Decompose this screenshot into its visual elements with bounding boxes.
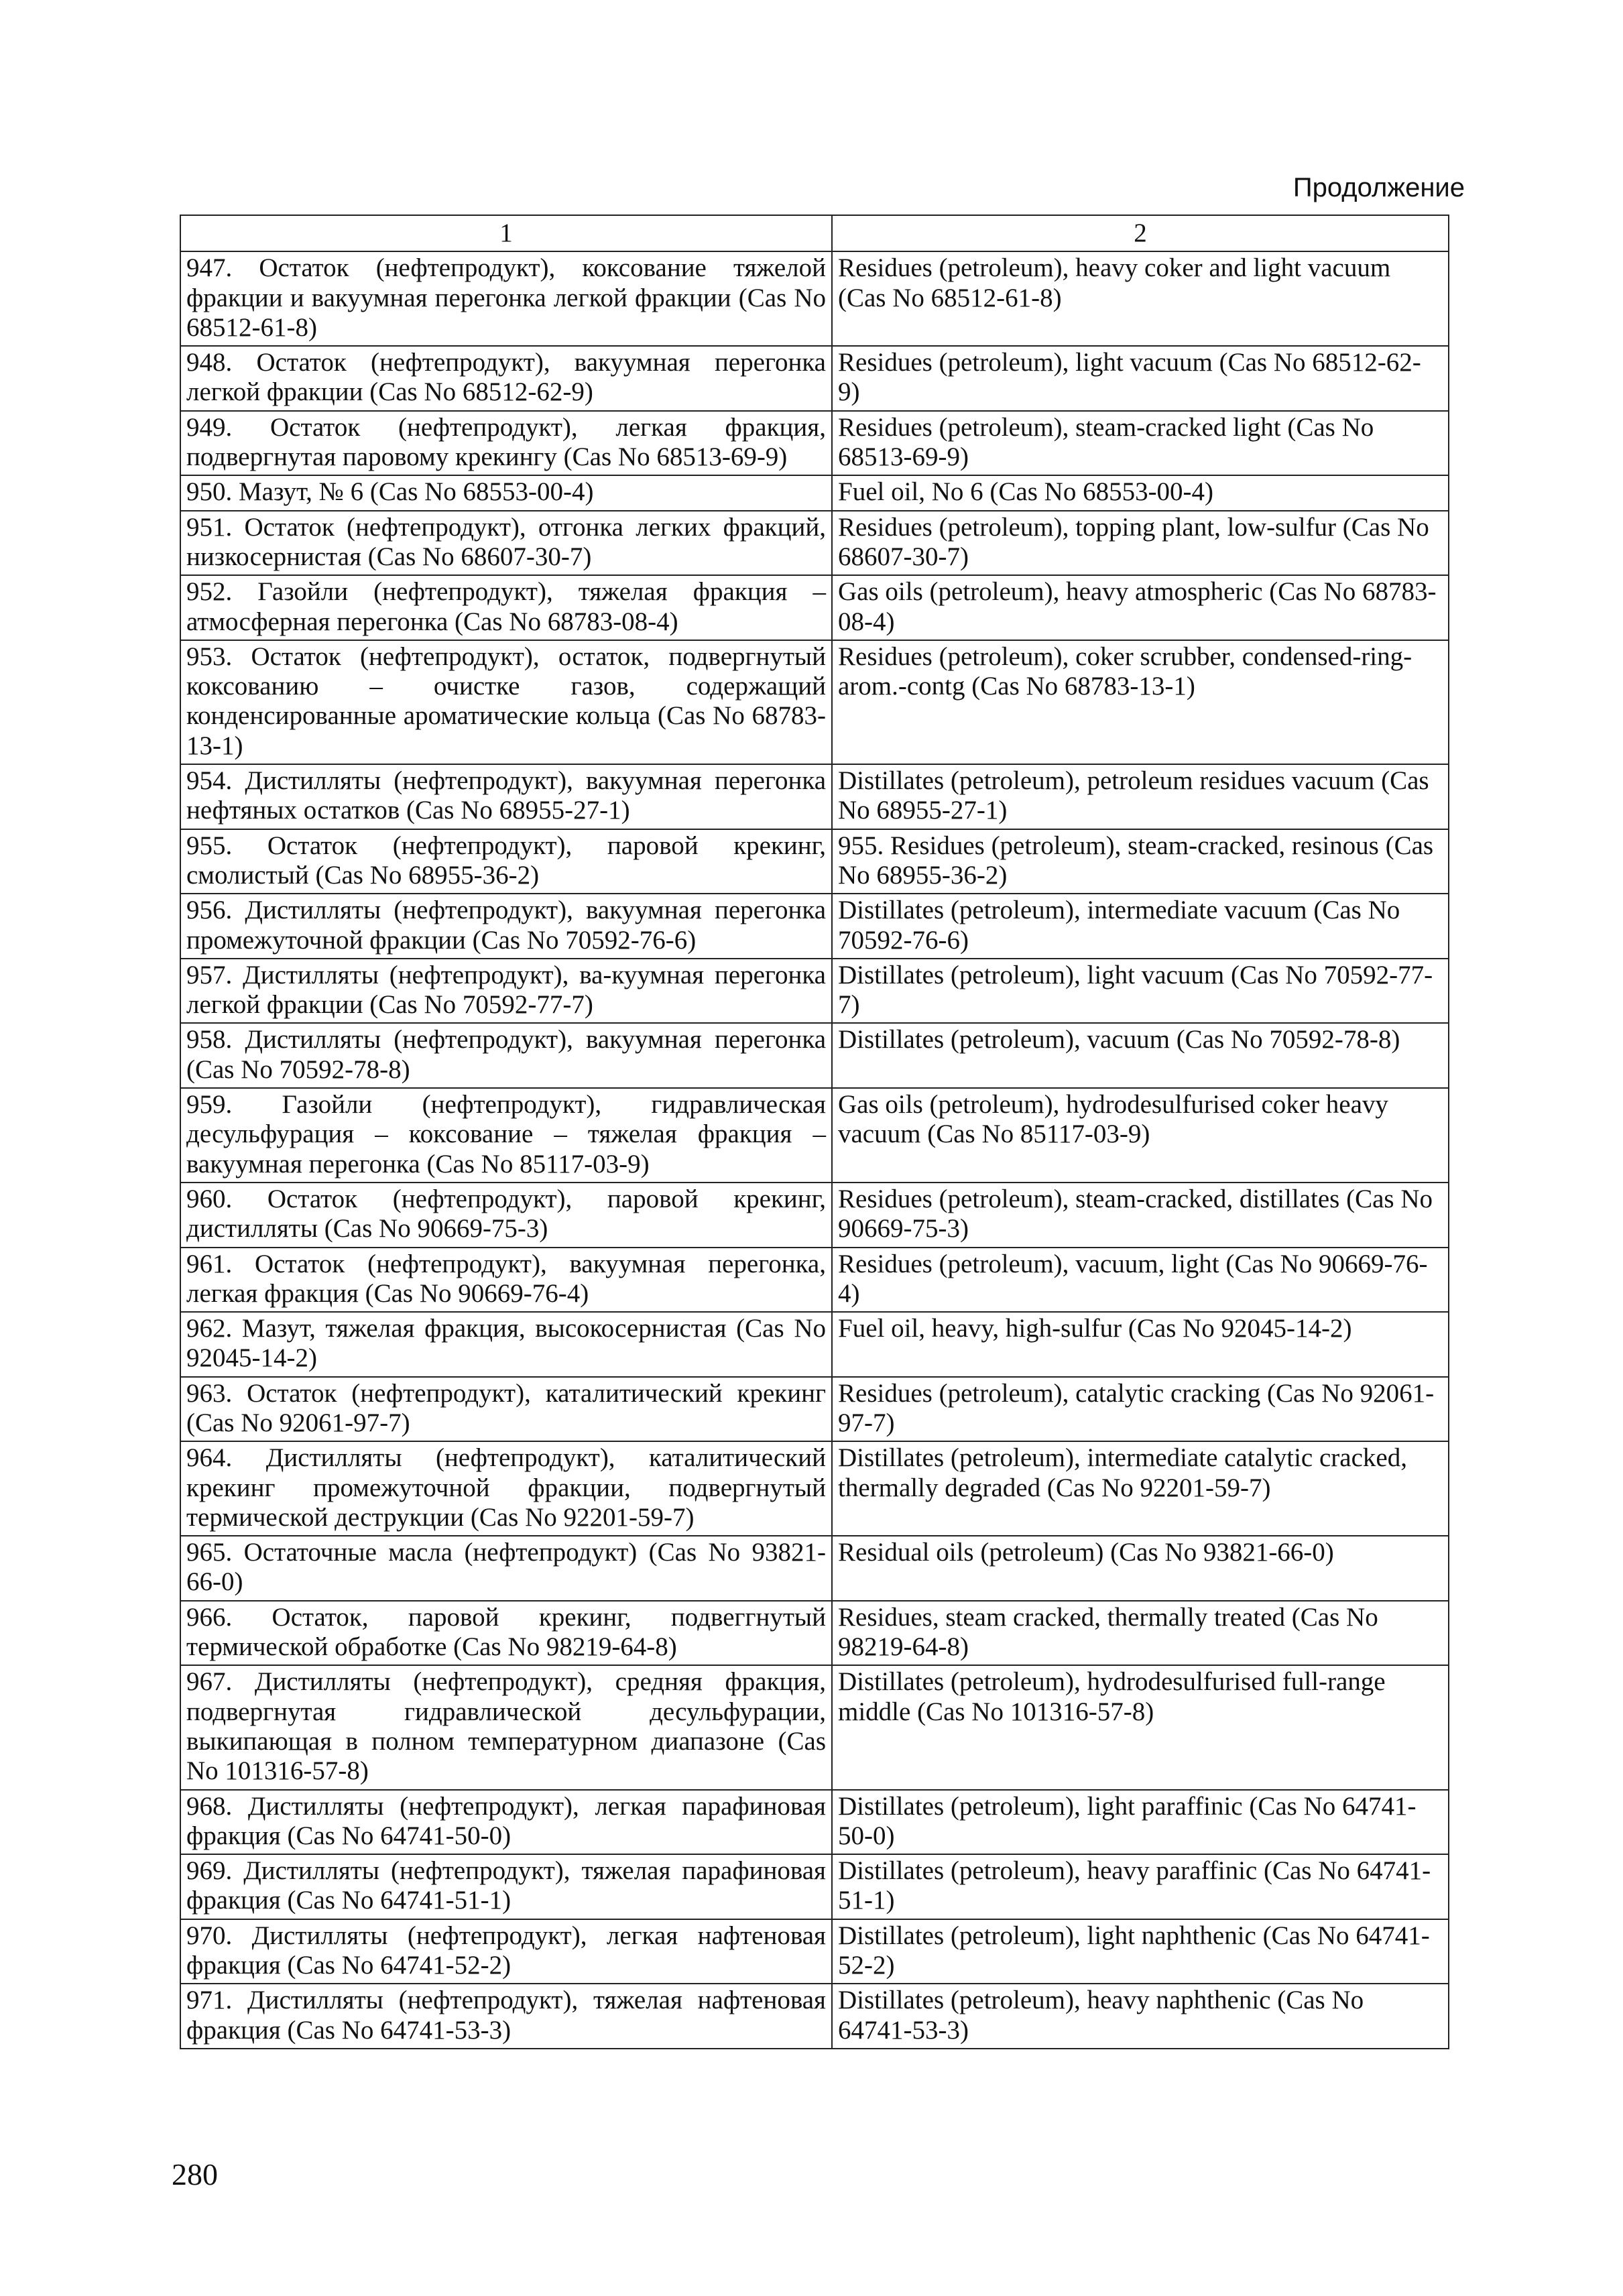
- russian-name-cell: 962. Мазут, тяжелая фракция, высокосернистая (Cas No 92045-14-2): [180, 1312, 832, 1377]
- russian-name-cell: 970. Дистилляты (нефтепродукт), легкая нафтеновая фракция (Cas No 64741-52-2): [180, 1919, 832, 1984]
- english-name-cell: Distillates (petroleum), intermediate catalytic cracked, thermally degraded (Cas No 92201-59-7): [832, 1441, 1449, 1536]
- table-row: [180, 1441, 1449, 1536]
- english-name-cell: Distillates (petroleum), light naphthenic (Cas No 64741-52-2): [832, 1919, 1449, 1984]
- english-name-cell: Residues (petroleum), steam-cracked, distillates (Cas No 90669-75-3): [832, 1183, 1449, 1248]
- russian-name-cell: 965. Остаточные масла (нефтепродукт) (Cas No 93821-66-0): [180, 1536, 832, 1601]
- russian-name-cell: 952. Газойли (нефтепродукт), тяжелая фракция – атмосферная перегонка (Cas No 68783-08-4): [180, 575, 832, 640]
- table-row: [180, 640, 1449, 764]
- table-row: [180, 1984, 1449, 2049]
- russian-name-cell: 967. Дистилляты (нефтепродукт), средняя фракция, подвергнутая гидравлической десульфурации, выкипающая в полном температурном диапазоне (Cas No 101316-57-8): [180, 1665, 832, 1789]
- english-name-cell: Residues (petroleum), steam-cracked light (Cas No 68513-69-9): [832, 411, 1449, 476]
- table-row: [180, 251, 1449, 346]
- russian-name-cell: 961. Остаток (нефтепродукт), вакуумная перегонка, легкая фракция (Cas No 90669-76-4): [180, 1248, 832, 1313]
- table-row: [180, 1312, 1449, 1377]
- english-name-cell: Residues (petroleum), catalytic cracking (Cas No 92061-97-7): [832, 1377, 1449, 1442]
- russian-name-cell: 954. Дистилляты (нефтепродукт), вакуумная перегонка нефтяных остатков (Cas No 68955-27-1): [180, 764, 832, 829]
- english-name-cell: Fuel oil, No 6 (Cas No 68553-00-4): [832, 475, 1449, 510]
- english-name-cell: Distillates (petroleum), hydrodesulfurised full-range middle (Cas No 101316-57-8): [832, 1665, 1449, 1789]
- english-name-cell: Distillates (petroleum), light vacuum (Cas No 70592-77-7): [832, 959, 1449, 1024]
- english-name-cell: Residues (petroleum), topping plant, low-sulfur (Cas No 68607-30-7): [832, 511, 1449, 576]
- continuation-label: Продолжение: [1293, 173, 1465, 202]
- table-row: [180, 1088, 1449, 1183]
- english-name-cell: Distillates (petroleum), heavy naphthenic (Cas No 64741-53-3): [832, 1984, 1449, 2049]
- table-row: [180, 764, 1449, 829]
- english-name-cell: Fuel oil, heavy, high-sulfur (Cas No 92045-14-2): [832, 1312, 1449, 1377]
- table-row: [180, 475, 1449, 510]
- russian-name-cell: 953. Остаток (нефтепродукт), остаток, подвергнутый коксованию – очистке газов, содержащий конденсированные ароматические кольца (Cas No 68783-13-1): [180, 640, 832, 764]
- table-row: [180, 411, 1449, 476]
- english-name-cell: Distillates (petroleum), vacuum (Cas No 70592-78-8): [832, 1023, 1449, 1088]
- russian-name-cell: 964. Дистилляты (нефтепродукт), каталитический крекинг промежуточной фракции, подвергнутый термической деструкции (Cas No 92201-59-7): [180, 1441, 832, 1536]
- english-name-cell: Residues, steam cracked, thermally treated (Cas No 98219-64-8): [832, 1601, 1449, 1666]
- russian-name-cell: 955. Остаток (нефтепродукт), паровой крекинг, смолистый (Cas No 68955-36-2): [180, 829, 832, 894]
- russian-name-cell: 969. Дистилляты (нефтепродукт), тяжелая парафиновая фракция (Cas No 64741-51-1): [180, 1854, 832, 1919]
- table-row: [180, 1790, 1449, 1855]
- table-row: [180, 829, 1449, 894]
- table-row: [180, 1919, 1449, 1984]
- table-row: [180, 1854, 1449, 1919]
- table-row: [180, 1183, 1449, 1248]
- russian-name-cell: 966. Остаток, паровой крекинг, подвеггнутый термической обработке (Cas No 98219-64-8): [180, 1601, 832, 1666]
- column-header-2: 2: [832, 215, 1449, 251]
- table-row: [180, 959, 1449, 1024]
- english-name-cell: Residues (petroleum), heavy coker and light vacuum (Cas No 68512-61-8): [832, 251, 1449, 346]
- page-number: 280: [172, 2157, 218, 2191]
- table-header-row: [180, 215, 1449, 251]
- table-row: [180, 1377, 1449, 1442]
- english-name-cell: Residues (petroleum), vacuum, light (Cas No 90669-76-4): [832, 1248, 1449, 1313]
- table-row: [180, 894, 1449, 959]
- english-name-cell: Distillates (petroleum), intermediate vacuum (Cas No 70592-76-6): [832, 894, 1449, 959]
- russian-name-cell: 957. Дистилляты (нефтепродукт), ва-куумная перегонка легкой фракции (Cas No 70592-77-7): [180, 959, 832, 1024]
- english-name-cell: 955. Residues (petroleum), steam-cracked, resinous (Cas No 68955-36-2): [832, 829, 1449, 894]
- russian-name-cell: 948. Остаток (нефтепродукт), вакуумная перегонка легкой фракции (Cas No 68512-62-9): [180, 346, 832, 411]
- russian-name-cell: 960. Остаток (нефтепродукт), паровой крекинг, дистилляты (Cas No 90669-75-3): [180, 1183, 832, 1248]
- russian-name-cell: 947. Остаток (нефтепродукт), коксование тяжелой фракции и вакуумная перегонка легкой фракции (Cas No 68512-61-8): [180, 251, 832, 346]
- table-row: [180, 346, 1449, 411]
- table-row: [180, 1248, 1449, 1313]
- table-row: [180, 1665, 1449, 1789]
- english-name-cell: Gas oils (petroleum), heavy atmospheric (Cas No 68783-08-4): [832, 575, 1449, 640]
- russian-name-cell: 968. Дистилляты (нефтепродукт), легкая парафиновая фракция (Cas No 64741-50-0): [180, 1790, 832, 1855]
- english-name-cell: Residues (petroleum), coker scrubber, condensed-ring-arom.-contg (Cas No 68783-13-1): [832, 640, 1449, 764]
- table-row: [180, 1536, 1449, 1601]
- table-row: [180, 1601, 1449, 1666]
- column-header-1: 1: [180, 215, 832, 251]
- russian-name-cell: 951. Остаток (нефтепродукт), отгонка легких фракций, низкосернистая (Cas No 68607-30-7): [180, 511, 832, 576]
- table-row: [180, 575, 1449, 640]
- english-name-cell: Distillates (petroleum), petroleum residues vacuum (Cas No 68955-27-1): [832, 764, 1449, 829]
- russian-name-cell: 959. Газойли (нефтепродукт), гидравлическая десульфурация – коксование – тяжелая фракция – вакуумная перегонка (Cas No 85117-03-9): [180, 1088, 832, 1183]
- russian-name-cell: 958. Дистилляты (нефтепродукт), вакуумная перегонка (Cas No 70592-78-8): [180, 1023, 832, 1088]
- russian-name-cell: 963. Остаток (нефтепродукт), каталитический крекинг (Cas No 92061-97-7): [180, 1377, 832, 1442]
- substances-table: [180, 215, 1449, 2049]
- russian-name-cell: 971. Дистилляты (нефтепродукт), тяжелая нафтеновая фракция (Cas No 64741-53-3): [180, 1984, 832, 2049]
- english-name-cell: Distillates (petroleum), heavy paraffinic (Cas No 64741-51-1): [832, 1854, 1449, 1919]
- table-row: [180, 511, 1449, 576]
- english-name-cell: Distillates (petroleum), light paraffinic (Cas No 64741-50-0): [832, 1790, 1449, 1855]
- english-name-cell: Residual oils (petroleum) (Cas No 93821-66-0): [832, 1536, 1449, 1601]
- english-name-cell: Residues (petroleum), light vacuum (Cas No 68512-62-9): [832, 346, 1449, 411]
- table-row: [180, 1023, 1449, 1088]
- russian-name-cell: 956. Дистилляты (нефтепродукт), вакуумная перегонка промежуточной фракции (Cas No 70592-76-6): [180, 894, 832, 959]
- russian-name-cell: 950. Мазут, № 6 (Cas No 68553-00-4): [180, 475, 832, 510]
- english-name-cell: Gas oils (petroleum), hydrodesulfurised coker heavy vacuum (Cas No 85117-03-9): [832, 1088, 1449, 1183]
- russian-name-cell: 949. Остаток (нефтепродукт), легкая фракция, подвергнутая паровому крекингу (Cas No 68513-69-9): [180, 411, 832, 476]
